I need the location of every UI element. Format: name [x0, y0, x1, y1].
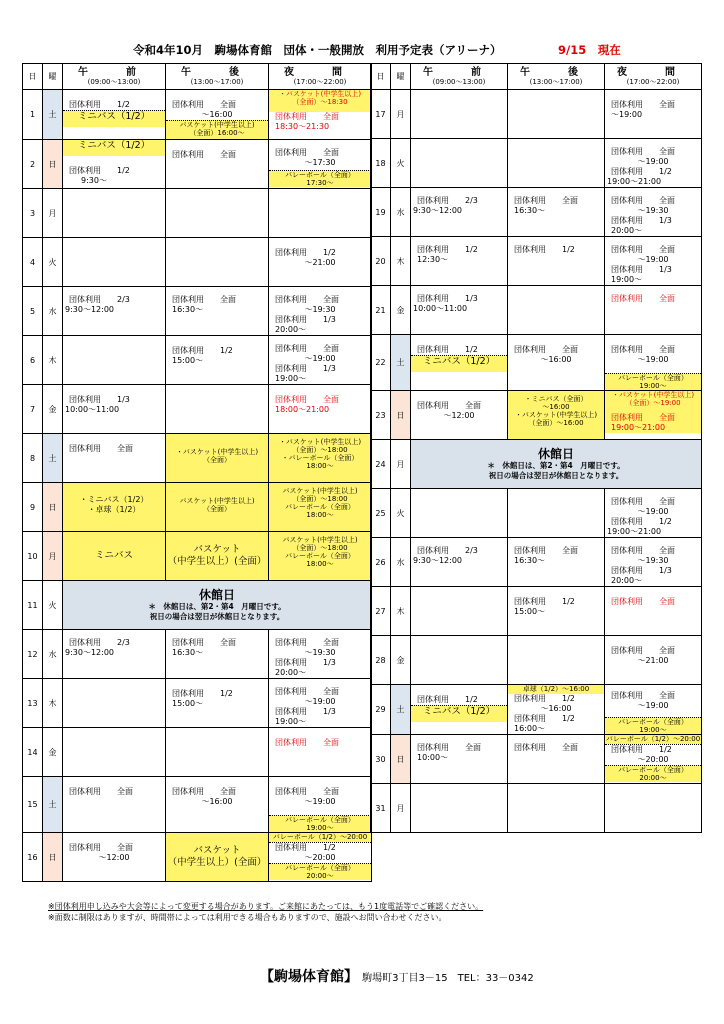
slot-night: バスケット(中学生以上) （全面）～18:00 バレーボール（全面） 18:00～ [269, 483, 372, 532]
slot-morning: 団体利用 全面 [63, 777, 166, 833]
slot-afternoon: バスケット （中学生以上）(全面） [166, 833, 269, 882]
slot-morning [411, 90, 508, 139]
day-row [23, 532, 372, 581]
day-number: 18 [371, 139, 391, 188]
weekday: 金 [43, 728, 63, 777]
day-number: 15 [23, 777, 43, 833]
weekday: 日 [43, 833, 63, 882]
slot-morning [63, 336, 166, 385]
slot-night: ・バスケット(中学生以上) （全面）～18:00 ・バレーボール（全面） 18:00～ [269, 434, 372, 483]
slot-night: バスケット(中学生以上) （全面）～18:00 バレーボール（全面） 18:00～ [269, 532, 372, 581]
header-row [23, 64, 372, 90]
slot-morning: 団体利用 1/3 10:00～11:00 [411, 286, 508, 335]
slot-afternoon [166, 728, 269, 777]
day-number: 24 [371, 440, 391, 489]
weekday: 火 [391, 139, 411, 188]
slot-night: 団体利用 全面 ～19:30 団体利用 1/3 20:00～ [605, 538, 702, 587]
day-number: 27 [371, 587, 391, 636]
header-weekday: 曜 [391, 64, 411, 90]
slot-afternoon [508, 489, 605, 538]
day-number: 19 [371, 188, 391, 237]
slot-morning: ミニバス [63, 532, 166, 581]
slot-afternoon [166, 238, 269, 287]
header-afternoon: 午 後 (13:00～17:00) [508, 64, 605, 90]
day-row [371, 237, 702, 286]
slot-afternoon: 団体利用 全面 ～16:00 [508, 335, 605, 391]
slot-night: 団体利用 全面 ～21:00 [605, 636, 702, 685]
day-number: 22 [371, 335, 391, 391]
weekday: 木 [43, 679, 63, 728]
day-number: 16 [23, 833, 43, 882]
slot-morning: 団体利用 2/3 9:30～12:00 [63, 287, 166, 336]
as-of-date: 9/15 現在 [558, 43, 621, 57]
slot-afternoon: 団体利用 全面 [166, 140, 269, 189]
slot-morning [63, 728, 166, 777]
slot-afternoon [166, 385, 269, 434]
day-number: 4 [23, 238, 43, 287]
day-row [371, 286, 702, 335]
slot-afternoon: 団体利用 全面 16:30～ [166, 630, 269, 679]
page-title [0, 42, 724, 58]
header-afternoon: 午 後 (13:00～17:00) [166, 64, 269, 90]
day-row [23, 140, 372, 189]
slot-morning: 団体利用 全面 [63, 434, 166, 483]
day-row [371, 587, 702, 636]
slot-morning: 団体利用 全面 ～12:00 [63, 833, 166, 882]
header-night: 夜 間 (17:00～22:00) [269, 64, 372, 90]
day-row [371, 735, 702, 784]
weekday: 金 [391, 286, 411, 335]
slot-night [605, 784, 702, 833]
day-row [371, 685, 702, 735]
day-row [23, 287, 372, 336]
weekday: 金 [43, 385, 63, 434]
slot-morning [63, 679, 166, 728]
slot-afternoon: ・バスケット(中学生以上) （全面） [166, 434, 269, 483]
slot-afternoon: 団体利用 全面 16:30～ [508, 538, 605, 587]
slot-afternoon: 団体利用 全面 ～16:00 バスケット(中学生以上) （全面）16:00～ [166, 90, 269, 140]
slot-afternoon [166, 189, 269, 238]
slot-morning: 団体利用 全面 10:00～ [411, 735, 508, 784]
slot-morning: 団体利用 全面 ～12:00 [411, 391, 508, 440]
slot-afternoon: 団体利用 1/2 15:00～ [508, 587, 605, 636]
slot-night: 団体利用 全面 [269, 728, 372, 777]
weekday: 月 [43, 532, 63, 581]
day-row [23, 336, 372, 385]
day-number: 28 [371, 636, 391, 685]
header-day: 日 [371, 64, 391, 90]
slot-night: 団体利用 全面 [605, 286, 702, 335]
day-row [371, 391, 702, 440]
slot-night: ・バスケット(中学生以上) （全面）～18:30 団体利用 全面 18:30～21:30 [269, 90, 372, 140]
slot-afternoon: 卓球（1/2）～16:00 団体利用 1/2 ～16:00 団体利用 1/2 16:00～ [508, 685, 605, 735]
day-number: 23 [371, 391, 391, 440]
day-row [23, 483, 372, 532]
slot-morning [63, 238, 166, 287]
slot-afternoon: ・ミニバス（全面） ～16:00 ・バスケット(中学生以上) （全面）～16:00 [508, 391, 605, 440]
slot-night: 団体利用 全面 ～19:00 団体利用 1/2 19:00～21:00 [605, 139, 702, 188]
weekday: 日 [43, 483, 63, 532]
note-1: ※団体利用申し込みや大会等によって変更する場合があります。ご来館にあたっては、もう1度電話等でご確認ください。 [48, 902, 484, 911]
day-number: 2 [23, 140, 43, 189]
facility-address: 駒場町3丁目3－15 TEL：33－0342 [362, 973, 534, 984]
slot-night: 団体利用 全面 ～19:00 [605, 90, 702, 139]
weekday: 火 [43, 581, 63, 630]
slot-night: 団体利用 全面 ～19:00 バレーボール（全面） 19:00～ [605, 685, 702, 735]
day-row [371, 90, 702, 139]
slot-morning [411, 139, 508, 188]
day-row [371, 636, 702, 685]
day-row [23, 833, 372, 882]
day-row [371, 188, 702, 237]
slot-afternoon [508, 90, 605, 139]
weekday: 月 [43, 189, 63, 238]
slot-morning: 団体利用 1/2 ミニバス（1/2） [411, 685, 508, 735]
slot-afternoon [508, 636, 605, 685]
slot-night: 団体利用 全面 ～19:00 団体利用 1/2 19:00～21:00 [605, 489, 702, 538]
note-2: ※面数に制限はありますが、時間帯によっては利用できる場合もありますので、施設へお問い合わせください。 [48, 913, 447, 922]
day-row [23, 238, 372, 287]
slot-afternoon: 団体利用 全面 ～16:00 [166, 777, 269, 833]
day-row [23, 90, 372, 140]
slot-night: 団体利用 全面 ～19:30 団体利用 1/3 20:00～ [269, 630, 372, 679]
slot-afternoon: 団体利用 全面 16:30～ [508, 188, 605, 237]
slot-afternoon: 団体利用 全面 16:30～ [166, 287, 269, 336]
weekday: 土 [391, 685, 411, 735]
header-morning: 午 前 (09:00～13:00) [63, 64, 166, 90]
day-number: 8 [23, 434, 43, 483]
weekday: 日 [391, 735, 411, 784]
day-row [371, 784, 702, 833]
day-number: 5 [23, 287, 43, 336]
day-number: 3 [23, 189, 43, 238]
slot-afternoon: 団体利用 全面 [508, 735, 605, 784]
slot-afternoon [508, 286, 605, 335]
title-main: 令和4年10月 駒場体育館 団体・一般開放 利用予定表（アリーナ） [133, 43, 502, 57]
weekday: 日 [43, 140, 63, 189]
day-row [371, 538, 702, 587]
weekday: 木 [43, 336, 63, 385]
weekday: 土 [391, 335, 411, 391]
day-number: 17 [371, 90, 391, 139]
day-row [23, 679, 372, 728]
slot-night: 団体利用 全面 ～19:00 団体利用 1/3 19:00～ [269, 679, 372, 728]
slot-morning [411, 587, 508, 636]
day-number: 9 [23, 483, 43, 532]
weekday: 月 [391, 440, 411, 489]
day-number: 13 [23, 679, 43, 728]
slot-morning: ・ミニバス（1/2） ・卓球（1/2） [63, 483, 166, 532]
day-row [23, 581, 372, 630]
slot-night: 団体利用 全面 [605, 587, 702, 636]
weekday: 水 [391, 538, 411, 587]
day-number: 6 [23, 336, 43, 385]
day-row [371, 335, 702, 391]
day-number: 11 [23, 581, 43, 630]
notes [48, 901, 483, 923]
weekday: 土 [43, 777, 63, 833]
slot-morning [411, 489, 508, 538]
slot-night: 団体利用 1/2 ～21:00 [269, 238, 372, 287]
day-number: 7 [23, 385, 43, 434]
day-number: 1 [23, 90, 43, 140]
day-row [23, 630, 372, 679]
slot-night: 団体利用 全面 18:00～21:00 [269, 385, 372, 434]
weekday: 木 [391, 237, 411, 286]
slot-night: 団体利用 全面 ～19:00 団体利用 1/3 19:00～ [269, 336, 372, 385]
weekday: 月 [391, 90, 411, 139]
slot-morning: 団体利用 1/2 12:30～ [411, 237, 508, 286]
slot-night: バレーボール（1/2）～20:00 団体利用 1/2 ～20:00 バレーボール（全面） 20:00～ [605, 735, 701, 782]
day-row [23, 385, 372, 434]
day-row [23, 434, 372, 483]
day-row [23, 728, 372, 777]
slot-morning [411, 784, 508, 833]
day-number: 25 [371, 489, 391, 538]
day-number: 30 [371, 735, 391, 784]
header-night: 夜 間 (17:00～22:00) [605, 64, 702, 90]
weekday: 火 [391, 489, 411, 538]
slot-afternoon: バスケット(中学生以上) （全面） [166, 483, 269, 532]
slot-night: 団体利用 全面 ～19:00 バレーボール（全面） 19:00～ [269, 777, 372, 833]
slot-afternoon: 団体利用 1/2 [508, 237, 605, 286]
slot-afternoon [508, 139, 605, 188]
day-row [371, 489, 702, 538]
slot-night: 団体利用 全面 ～19:30 団体利用 1/3 20:00～ [605, 188, 702, 237]
day-row [371, 440, 702, 489]
day-number: 12 [23, 630, 43, 679]
slot-night: 団体利用 全面 ～19:30 団体利用 1/3 20:00～ [269, 287, 372, 336]
slot-night: 団体利用 全面 ～19:00 バレーボール（全面） 19:00～ [605, 335, 702, 391]
day-number: 21 [371, 286, 391, 335]
closed-day: 休館日 ＊ 休館日は、第2・第4 月曜日です。 祝日の場合は翌日が休館日となります。 [411, 440, 702, 489]
slot-morning: 団体利用 1/3 10:00～11:00 [63, 385, 166, 434]
facility-name: 【駒場体育館】 [260, 969, 358, 985]
day-number: 14 [23, 728, 43, 777]
slot-morning [411, 636, 508, 685]
day-row [23, 777, 372, 833]
header-row [371, 64, 702, 90]
slot-afternoon: 団体利用 1/2 15:00～ [166, 336, 269, 385]
slot-night [269, 189, 372, 238]
slot-morning [63, 189, 166, 238]
weekday: 金 [391, 636, 411, 685]
day-number: 10 [23, 532, 43, 581]
weekday: 月 [391, 784, 411, 833]
slot-morning: 団体利用 1/2 ミニバス（1/2） [411, 335, 508, 391]
weekday: 水 [43, 630, 63, 679]
slot-morning: 団体利用 2/3 9:30～12:00 [411, 538, 508, 587]
slot-afternoon: バスケット （中学生以上）(全面） [166, 532, 269, 581]
weekday: 日 [391, 391, 411, 440]
slot-night: 団体利用 全面 ～17:30 バレーボール（全面） 17:30～ [269, 140, 372, 189]
header-day: 日 [23, 64, 43, 90]
day-number: 20 [371, 237, 391, 286]
day-number: 31 [371, 784, 391, 833]
weekday: 火 [43, 238, 63, 287]
weekday: 木 [391, 587, 411, 636]
slot-morning: ミニバス（1/2） 団体利用 1/2 9:30～ [63, 140, 166, 189]
weekday: 土 [43, 90, 63, 140]
closed-day: 休館日 ＊ 休館日は、第2・第4 月曜日です。 祝日の場合は翌日が休館日となります。 [63, 581, 372, 630]
weekday: 水 [391, 188, 411, 237]
weekday: 水 [43, 287, 63, 336]
header-weekday: 曜 [43, 64, 63, 90]
day-row [371, 139, 702, 188]
slot-afternoon [508, 784, 605, 833]
day-number: 29 [371, 685, 391, 735]
weekday: 土 [43, 434, 63, 483]
slot-night: 団体利用 全面 ～19:00 団体利用 1/3 19:00～ [605, 237, 702, 286]
slot-night: ・バスケット(中学生以上) （全面）～19:00 団体利用 全面 19:00～21:00 [605, 391, 702, 440]
schedule-table-right [370, 63, 702, 833]
slot-morning: 団体利用 1/2 ミニバス（1/2） [63, 90, 166, 140]
slot-morning: 団体利用 2/3 9:30～12:00 [411, 188, 508, 237]
footer [260, 966, 534, 986]
header-morning: 午 前 (09:00～13:00) [411, 64, 508, 90]
schedule-table-left [22, 63, 372, 882]
slot-afternoon: 団体利用 1/2 15:00～ [166, 679, 269, 728]
day-number: 26 [371, 538, 391, 587]
day-row [23, 189, 372, 238]
slot-night: バレーボール（1/2）～20:00 団体利用 1/2 ～20:00 バレーボール（全面） 20:00～ [269, 833, 372, 882]
slot-morning: 団体利用 2/3 9:30～12:00 [63, 630, 166, 679]
